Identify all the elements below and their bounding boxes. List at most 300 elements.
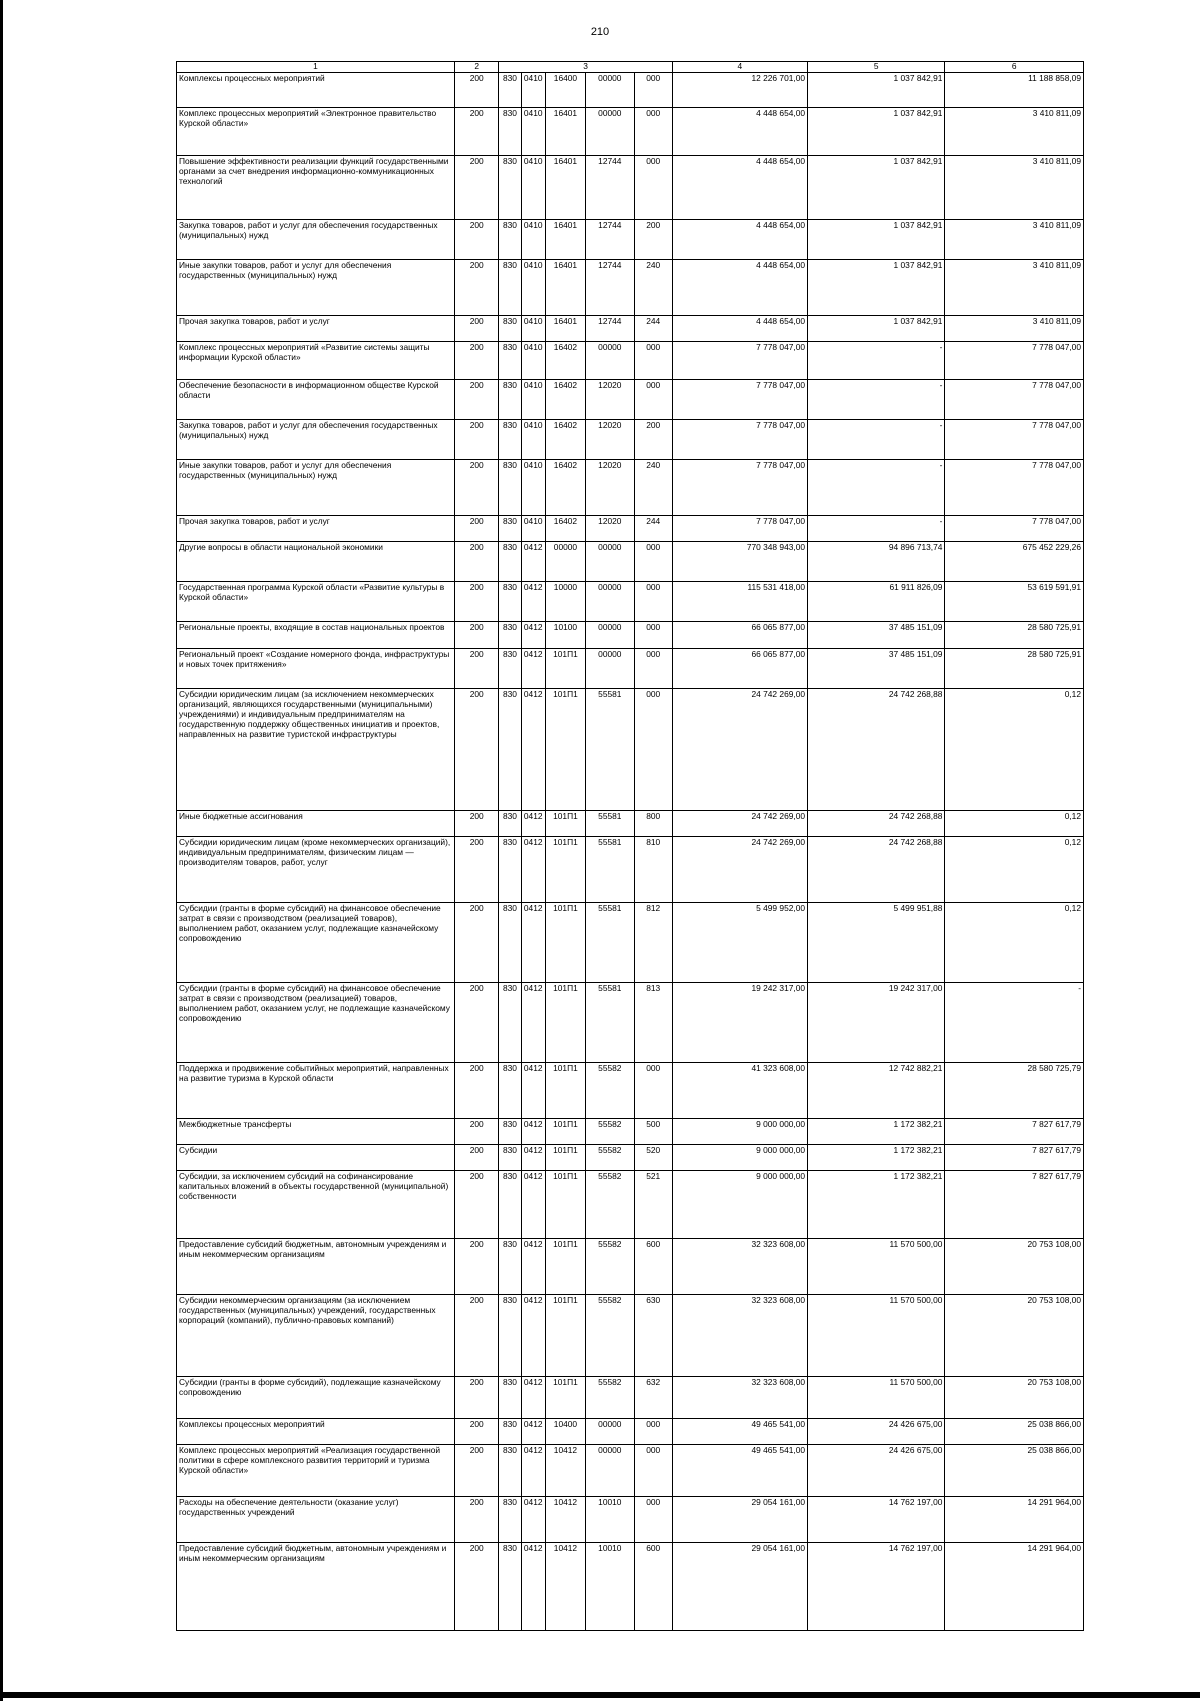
row-code-subsection: 0410 <box>521 516 545 542</box>
row-code-subsection: 0412 <box>521 1377 545 1419</box>
row-code-subsection: 0410 <box>521 73 545 108</box>
row-amount-col6: 675 452 229,26 <box>945 542 1084 582</box>
row-amount-col5: 94 896 713,74 <box>808 542 945 582</box>
row-code-section: 830 <box>499 1295 521 1377</box>
row-code-section: 830 <box>499 582 521 622</box>
row-col2: 200 <box>454 689 498 811</box>
table-row <box>177 837 1084 903</box>
row-code-section: 830 <box>499 1239 521 1295</box>
row-amount-col5: 24 742 268,88 <box>808 837 945 903</box>
table-row <box>177 1377 1084 1419</box>
row-code-program: 16402 <box>545 420 585 460</box>
row-amount-col6: 3 410 811,09 <box>945 156 1084 220</box>
row-amount-col5: 11 570 500,00 <box>808 1239 945 1295</box>
row-amount-col4: 4 448 654,00 <box>672 260 807 316</box>
table-row <box>177 1171 1084 1239</box>
row-amount-col5: - <box>808 380 945 420</box>
row-code-section: 830 <box>499 460 521 516</box>
row-amount-col4: 770 348 943,00 <box>672 542 807 582</box>
row-code-section: 830 <box>499 1377 521 1419</box>
row-amount-col4: 7 778 047,00 <box>672 380 807 420</box>
row-amount-col4: 7 778 047,00 <box>672 516 807 542</box>
table-row <box>177 220 1084 260</box>
row-amount-col5: 1 037 842,91 <box>808 220 945 260</box>
row-code-subsection: 0412 <box>521 1497 545 1543</box>
row-amount-col5: 1 037 842,91 <box>808 108 945 156</box>
table-row <box>177 108 1084 156</box>
row-col2: 200 <box>454 1145 498 1171</box>
row-code-section: 830 <box>499 316 521 342</box>
row-code-expense-type: 244 <box>634 516 672 542</box>
row-amount-col6: - <box>945 983 1084 1063</box>
row-col2: 200 <box>454 108 498 156</box>
row-code-section: 830 <box>499 1419 521 1445</box>
row-amount-col6: 28 580 725,91 <box>945 622 1084 649</box>
row-amount-col4: 4 448 654,00 <box>672 108 807 156</box>
row-amount-col4: 41 323 608,00 <box>672 1063 807 1119</box>
row-col2: 200 <box>454 73 498 108</box>
row-code-expense-type: 521 <box>634 1171 672 1239</box>
row-name: Обеспечение безопасности в информационном обществе Курской области <box>177 380 455 420</box>
row-amount-col5: 12 742 882,21 <box>808 1063 945 1119</box>
row-amount-col5: 1 037 842,91 <box>808 156 945 220</box>
row-code-expense-type: 000 <box>634 342 672 380</box>
row-code-section: 830 <box>499 73 521 108</box>
row-code-program: 16401 <box>545 260 585 316</box>
row-name: Субсидии юридическим лицам (кроме некоммерческих организаций), индивидуальным предпринимателям, физическим лицам — производителям товаров, работ, услуг <box>177 837 455 903</box>
row-code-program: 16402 <box>545 460 585 516</box>
table-row <box>177 1145 1084 1171</box>
row-code-program: 101П1 <box>545 1239 585 1295</box>
row-code-expense-type: 000 <box>634 73 672 108</box>
row-col2: 200 <box>454 1543 498 1631</box>
table-row <box>177 1063 1084 1119</box>
row-code-subsection: 0412 <box>521 837 545 903</box>
row-code-direction: 12020 <box>586 380 635 420</box>
row-name: Субсидии <box>177 1145 455 1171</box>
row-amount-col5: - <box>808 420 945 460</box>
row-col2: 200 <box>454 1497 498 1543</box>
row-col2: 200 <box>454 582 498 622</box>
table-row <box>177 516 1084 542</box>
row-col2: 200 <box>454 1377 498 1419</box>
row-code-section: 830 <box>499 1171 521 1239</box>
row-code-subsection: 0412 <box>521 1171 545 1239</box>
row-code-subsection: 0410 <box>521 316 545 342</box>
row-code-program: 16401 <box>545 156 585 220</box>
row-name: Закупка товаров, работ и услуг для обеспечения государственных (муниципальных) нужд <box>177 420 455 460</box>
row-name: Субсидии (гранты в форме субсидий) на финансовое обеспечение затрат в связи с производством (реализацией товаров), выполнением работ, оказанием услуг, подлежащие казначейскому сопровождению <box>177 903 455 983</box>
table-row <box>177 689 1084 811</box>
row-amount-col4: 24 742 269,00 <box>672 689 807 811</box>
row-code-direction: 55582 <box>586 1377 635 1419</box>
row-code-subsection: 0410 <box>521 108 545 156</box>
table-row <box>177 1445 1084 1497</box>
row-code-subsection: 0412 <box>521 1063 545 1119</box>
row-code-direction: 00000 <box>586 649 635 689</box>
row-code-program: 10000 <box>545 582 585 622</box>
row-amount-col6: 20 753 108,00 <box>945 1295 1084 1377</box>
row-amount-col4: 4 448 654,00 <box>672 316 807 342</box>
row-code-section: 830 <box>499 983 521 1063</box>
row-col2: 200 <box>454 1119 498 1145</box>
row-name: Субсидии (гранты в форме субсидий) на финансовое обеспечение затрат в связи с производством (реализацией) товаров, выполнением работ, оказанием услуг, не подлежащие казначейскому сопровождению <box>177 983 455 1063</box>
row-amount-col4: 24 742 269,00 <box>672 837 807 903</box>
row-code-subsection: 0412 <box>521 1239 545 1295</box>
table-row <box>177 582 1084 622</box>
row-code-direction: 12744 <box>586 156 635 220</box>
row-name: Комплекс процессных мероприятий «Электронное правительство Курской области» <box>177 108 455 156</box>
header-col-2: 2 <box>454 62 498 73</box>
budget-table <box>176 61 1084 1631</box>
row-code-section: 830 <box>499 380 521 420</box>
row-amount-col4: 66 065 877,00 <box>672 649 807 689</box>
row-code-expense-type: 520 <box>634 1145 672 1171</box>
row-code-expense-type: 200 <box>634 220 672 260</box>
row-code-direction: 55581 <box>586 689 635 811</box>
row-amount-col4: 4 448 654,00 <box>672 220 807 260</box>
row-amount-col5: 1 172 382,21 <box>808 1119 945 1145</box>
row-code-direction: 55582 <box>586 1063 635 1119</box>
row-amount-col5: 37 485 151,09 <box>808 649 945 689</box>
row-code-subsection: 0412 <box>521 649 545 689</box>
row-code-direction: 12744 <box>586 220 635 260</box>
row-amount-col6: 0,12 <box>945 837 1084 903</box>
row-code-subsection: 0412 <box>521 1543 545 1631</box>
row-code-expense-type: 000 <box>634 649 672 689</box>
row-name: Другие вопросы в области национальной экономики <box>177 542 455 582</box>
row-code-expense-type: 000 <box>634 622 672 649</box>
table-row <box>177 156 1084 220</box>
header-col-3: 3 <box>499 62 672 73</box>
row-amount-col5: 1 037 842,91 <box>808 73 945 108</box>
row-col2: 200 <box>454 622 498 649</box>
table-row <box>177 649 1084 689</box>
row-amount-col6: 11 188 858,09 <box>945 73 1084 108</box>
row-col2: 200 <box>454 1171 498 1239</box>
row-code-expense-type: 244 <box>634 316 672 342</box>
row-code-expense-type: 000 <box>634 108 672 156</box>
row-amount-col6: 3 410 811,09 <box>945 220 1084 260</box>
row-amount-col4: 49 465 541,00 <box>672 1445 807 1497</box>
row-code-expense-type: 500 <box>634 1119 672 1145</box>
row-amount-col6: 0,12 <box>945 689 1084 811</box>
row-code-direction: 00000 <box>586 1445 635 1497</box>
row-amount-col4: 32 323 608,00 <box>672 1295 807 1377</box>
row-amount-col4: 4 448 654,00 <box>672 156 807 220</box>
row-col2: 200 <box>454 316 498 342</box>
row-code-section: 830 <box>499 260 521 316</box>
row-code-direction: 55582 <box>586 1239 635 1295</box>
row-name: Межбюджетные трансферты <box>177 1119 455 1145</box>
row-code-program: 10412 <box>545 1543 585 1631</box>
row-col2: 200 <box>454 460 498 516</box>
row-col2: 200 <box>454 220 498 260</box>
row-name: Прочая закупка товаров, работ и услуг <box>177 516 455 542</box>
row-code-subsection: 0412 <box>521 1419 545 1445</box>
row-amount-col6: 14 291 964,00 <box>945 1497 1084 1543</box>
row-code-program: 101П1 <box>545 1295 585 1377</box>
row-code-subsection: 0412 <box>521 903 545 983</box>
row-code-program: 101П1 <box>545 837 585 903</box>
table-row <box>177 1543 1084 1631</box>
table-row <box>177 316 1084 342</box>
row-code-section: 830 <box>499 420 521 460</box>
table-row <box>177 342 1084 380</box>
row-code-subsection: 0412 <box>521 542 545 582</box>
row-code-direction: 12744 <box>586 316 635 342</box>
left-edge-rule <box>0 0 3 1701</box>
row-amount-col4: 24 742 269,00 <box>672 811 807 837</box>
row-code-subsection: 0412 <box>521 1295 545 1377</box>
row-code-program: 101П1 <box>545 903 585 983</box>
row-amount-col6: 25 038 866,00 <box>945 1445 1084 1497</box>
row-name: Региональные проекты, входящие в состав национальных проектов <box>177 622 455 649</box>
row-code-section: 830 <box>499 1063 521 1119</box>
row-amount-col4: 66 065 877,00 <box>672 622 807 649</box>
row-amount-col5: 1 172 382,21 <box>808 1171 945 1239</box>
row-code-program: 10412 <box>545 1445 585 1497</box>
row-code-direction: 00000 <box>586 73 635 108</box>
row-amount-col6: 20 753 108,00 <box>945 1377 1084 1419</box>
row-amount-col5: 24 426 675,00 <box>808 1445 945 1497</box>
row-code-expense-type: 000 <box>634 1063 672 1119</box>
bottom-edge-rule <box>0 1692 1200 1698</box>
row-name: Поддержка и продвижение событийных мероприятий, направленных на развитие туризма в Курской области <box>177 1063 455 1119</box>
table-row <box>177 1419 1084 1445</box>
row-code-direction: 00000 <box>586 542 635 582</box>
row-amount-col6: 7 827 617,79 <box>945 1145 1084 1171</box>
row-code-direction: 00000 <box>586 108 635 156</box>
row-code-subsection: 0410 <box>521 260 545 316</box>
row-name: Предоставление субсидий бюджетным, автономным учреждениям и иным некоммерческим организациям <box>177 1239 455 1295</box>
table-row <box>177 983 1084 1063</box>
row-amount-col4: 19 242 317,00 <box>672 983 807 1063</box>
row-code-direction: 55582 <box>586 1119 635 1145</box>
row-code-section: 830 <box>499 542 521 582</box>
row-code-section: 830 <box>499 903 521 983</box>
row-amount-col4: 7 778 047,00 <box>672 460 807 516</box>
row-code-expense-type: 600 <box>634 1543 672 1631</box>
row-amount-col4: 115 531 418,00 <box>672 582 807 622</box>
row-code-subsection: 0410 <box>521 380 545 420</box>
table-row <box>177 260 1084 316</box>
row-code-section: 830 <box>499 622 521 649</box>
row-code-subsection: 0410 <box>521 156 545 220</box>
row-code-program: 101П1 <box>545 1171 585 1239</box>
row-code-expense-type: 000 <box>634 380 672 420</box>
row-code-section: 830 <box>499 1497 521 1543</box>
row-code-program: 16402 <box>545 516 585 542</box>
row-code-section: 830 <box>499 837 521 903</box>
row-code-section: 830 <box>499 811 521 837</box>
header-col-1: 1 <box>177 62 455 73</box>
header-col-6: 6 <box>945 62 1084 73</box>
row-code-expense-type: 600 <box>634 1239 672 1295</box>
row-name: Иные закупки товаров, работ и услуг для обеспечения государственных (муниципальных) нужд <box>177 460 455 516</box>
row-amount-col6: 0,12 <box>945 811 1084 837</box>
row-col2: 200 <box>454 649 498 689</box>
row-code-program: 101П1 <box>545 811 585 837</box>
row-col2: 200 <box>454 542 498 582</box>
row-name: Субсидии некоммерческим организациям (за исключением государственных (муниципальных) учреждений, государственных корпораций (компаний), публично-правовых компаний) <box>177 1295 455 1377</box>
row-amount-col6: 14 291 964,00 <box>945 1543 1084 1631</box>
row-code-direction: 55582 <box>586 1171 635 1239</box>
table-row <box>177 1239 1084 1295</box>
row-amount-col4: 29 054 161,00 <box>672 1497 807 1543</box>
row-amount-col5: 1 172 382,21 <box>808 1145 945 1171</box>
row-code-expense-type: 000 <box>634 1419 672 1445</box>
row-code-direction: 55581 <box>586 983 635 1063</box>
row-code-subsection: 0412 <box>521 983 545 1063</box>
row-amount-col4: 9 000 000,00 <box>672 1119 807 1145</box>
row-name: Комплексы процессных мероприятий <box>177 1419 455 1445</box>
row-name: Государственная программа Курской области «Развитие культуры в Курской области» <box>177 582 455 622</box>
row-code-program: 16402 <box>545 380 585 420</box>
row-code-expense-type: 812 <box>634 903 672 983</box>
row-code-subsection: 0412 <box>521 811 545 837</box>
row-name: Закупка товаров, работ и услуг для обеспечения государственных (муниципальных) нужд <box>177 220 455 260</box>
row-code-subsection: 0412 <box>521 582 545 622</box>
row-col2: 200 <box>454 1239 498 1295</box>
table-row <box>177 1119 1084 1145</box>
row-code-expense-type: 240 <box>634 460 672 516</box>
row-code-expense-type: 630 <box>634 1295 672 1377</box>
row-code-program: 101П1 <box>545 1063 585 1119</box>
row-code-section: 830 <box>499 156 521 220</box>
row-code-section: 830 <box>499 516 521 542</box>
row-code-program: 00000 <box>545 542 585 582</box>
row-code-expense-type: 000 <box>634 689 672 811</box>
table-body <box>177 73 1084 1631</box>
table-header <box>177 62 1084 73</box>
row-name: Расходы на обеспечение деятельности (оказание услуг) государственных учреждений <box>177 1497 455 1543</box>
row-code-program: 16401 <box>545 220 585 260</box>
row-amount-col5: 24 742 268,88 <box>808 689 945 811</box>
row-amount-col4: 32 323 608,00 <box>672 1377 807 1419</box>
row-amount-col6: 28 580 725,79 <box>945 1063 1084 1119</box>
row-code-program: 101П1 <box>545 649 585 689</box>
row-amount-col6: 3 410 811,09 <box>945 316 1084 342</box>
row-code-subsection: 0412 <box>521 1145 545 1171</box>
row-col2: 200 <box>454 983 498 1063</box>
row-code-subsection: 0412 <box>521 622 545 649</box>
row-name: Субсидии, за исключением субсидий на софинансирование капитальных вложений в объекты государственной (муниципальной) собственности <box>177 1171 455 1239</box>
row-code-direction: 12744 <box>586 260 635 316</box>
row-amount-col6: 20 753 108,00 <box>945 1239 1084 1295</box>
row-amount-col5: 19 242 317,00 <box>808 983 945 1063</box>
table-row <box>177 1295 1084 1377</box>
row-code-subsection: 0410 <box>521 220 545 260</box>
row-code-subsection: 0410 <box>521 342 545 380</box>
row-code-expense-type: 000 <box>634 156 672 220</box>
row-col2: 200 <box>454 1419 498 1445</box>
row-amount-col5: 24 426 675,00 <box>808 1419 945 1445</box>
table-row <box>177 420 1084 460</box>
row-code-section: 830 <box>499 1119 521 1145</box>
row-code-program: 101П1 <box>545 1119 585 1145</box>
row-col2: 200 <box>454 342 498 380</box>
row-name: Иные закупки товаров, работ и услуг для обеспечения государственных (муниципальных) нужд <box>177 260 455 316</box>
row-code-section: 830 <box>499 108 521 156</box>
row-name: Предоставление субсидий бюджетным, автономным учреждениям и иным некоммерческим организациям <box>177 1543 455 1631</box>
row-amount-col6: 7 778 047,00 <box>945 516 1084 542</box>
row-code-direction: 00000 <box>586 622 635 649</box>
row-amount-col5: - <box>808 460 945 516</box>
row-code-direction: 55581 <box>586 811 635 837</box>
row-col2: 200 <box>454 903 498 983</box>
row-amount-col6: 7 778 047,00 <box>945 380 1084 420</box>
row-code-program: 16401 <box>545 108 585 156</box>
row-code-expense-type: 800 <box>634 811 672 837</box>
row-amount-col5: 24 742 268,88 <box>808 811 945 837</box>
row-code-subsection: 0410 <box>521 460 545 516</box>
row-amount-col4: 49 465 541,00 <box>672 1419 807 1445</box>
row-code-direction: 00000 <box>586 582 635 622</box>
row-amount-col5: - <box>808 516 945 542</box>
row-code-program: 101П1 <box>545 1377 585 1419</box>
row-code-expense-type: 240 <box>634 260 672 316</box>
row-amount-col5: - <box>808 342 945 380</box>
table-row <box>177 460 1084 516</box>
row-name: Субсидии юридическим лицам (за исключением некоммерческих организаций, являющихся государственными (муниципальными) учреждениями) и индивидуальным предпринимателям на государственную поддержку общественных инициатив и проектов, направленных на развитие туристской инфраструктуры <box>177 689 455 811</box>
row-col2: 200 <box>454 156 498 220</box>
header-col-4: 4 <box>672 62 807 73</box>
row-col2: 200 <box>454 420 498 460</box>
row-code-direction: 10010 <box>586 1543 635 1631</box>
row-code-program: 101П1 <box>545 983 585 1063</box>
row-code-expense-type: 000 <box>634 1497 672 1543</box>
row-amount-col5: 5 499 951,88 <box>808 903 945 983</box>
table-row <box>177 622 1084 649</box>
row-name: Иные бюджетные ассигнования <box>177 811 455 837</box>
row-amount-col4: 9 000 000,00 <box>672 1145 807 1171</box>
row-name: Комплекс процессных мероприятий «Реализация государственной политики в сфере комплексного развития территорий и туризма Курской области» <box>177 1445 455 1497</box>
row-code-subsection: 0412 <box>521 1119 545 1145</box>
row-col2: 200 <box>454 1445 498 1497</box>
row-code-direction: 55581 <box>586 837 635 903</box>
row-name: Комплекс процессных мероприятий «Развитие системы защиты информации Курской области» <box>177 342 455 380</box>
row-amount-col6: 3 410 811,09 <box>945 108 1084 156</box>
row-name: Субсидии (гранты в форме субсидий), подлежащие казначейскому сопровождению <box>177 1377 455 1419</box>
row-col2: 200 <box>454 260 498 316</box>
row-code-direction: 55582 <box>586 1295 635 1377</box>
row-code-direction: 00000 <box>586 342 635 380</box>
row-code-direction: 12020 <box>586 460 635 516</box>
row-amount-col6: 7 827 617,79 <box>945 1119 1084 1145</box>
row-amount-col4: 9 000 000,00 <box>672 1171 807 1239</box>
row-amount-col4: 7 778 047,00 <box>672 342 807 380</box>
table-row <box>177 1497 1084 1543</box>
row-code-expense-type: 000 <box>634 1445 672 1497</box>
row-code-section: 830 <box>499 1445 521 1497</box>
row-amount-col5: 14 762 197,00 <box>808 1497 945 1543</box>
row-code-expense-type: 632 <box>634 1377 672 1419</box>
row-amount-col5: 11 570 500,00 <box>808 1377 945 1419</box>
row-amount-col6: 28 580 725,91 <box>945 649 1084 689</box>
row-code-program: 10400 <box>545 1419 585 1445</box>
row-amount-col6: 7 827 617,79 <box>945 1171 1084 1239</box>
row-amount-col5: 11 570 500,00 <box>808 1295 945 1377</box>
row-code-section: 830 <box>499 1145 521 1171</box>
table-row <box>177 811 1084 837</box>
row-amount-col4: 32 323 608,00 <box>672 1239 807 1295</box>
table-row <box>177 380 1084 420</box>
row-name: Прочая закупка товаров, работ и услуг <box>177 316 455 342</box>
row-amount-col5: 37 485 151,09 <box>808 622 945 649</box>
row-col2: 200 <box>454 811 498 837</box>
row-amount-col6: 0,12 <box>945 903 1084 983</box>
